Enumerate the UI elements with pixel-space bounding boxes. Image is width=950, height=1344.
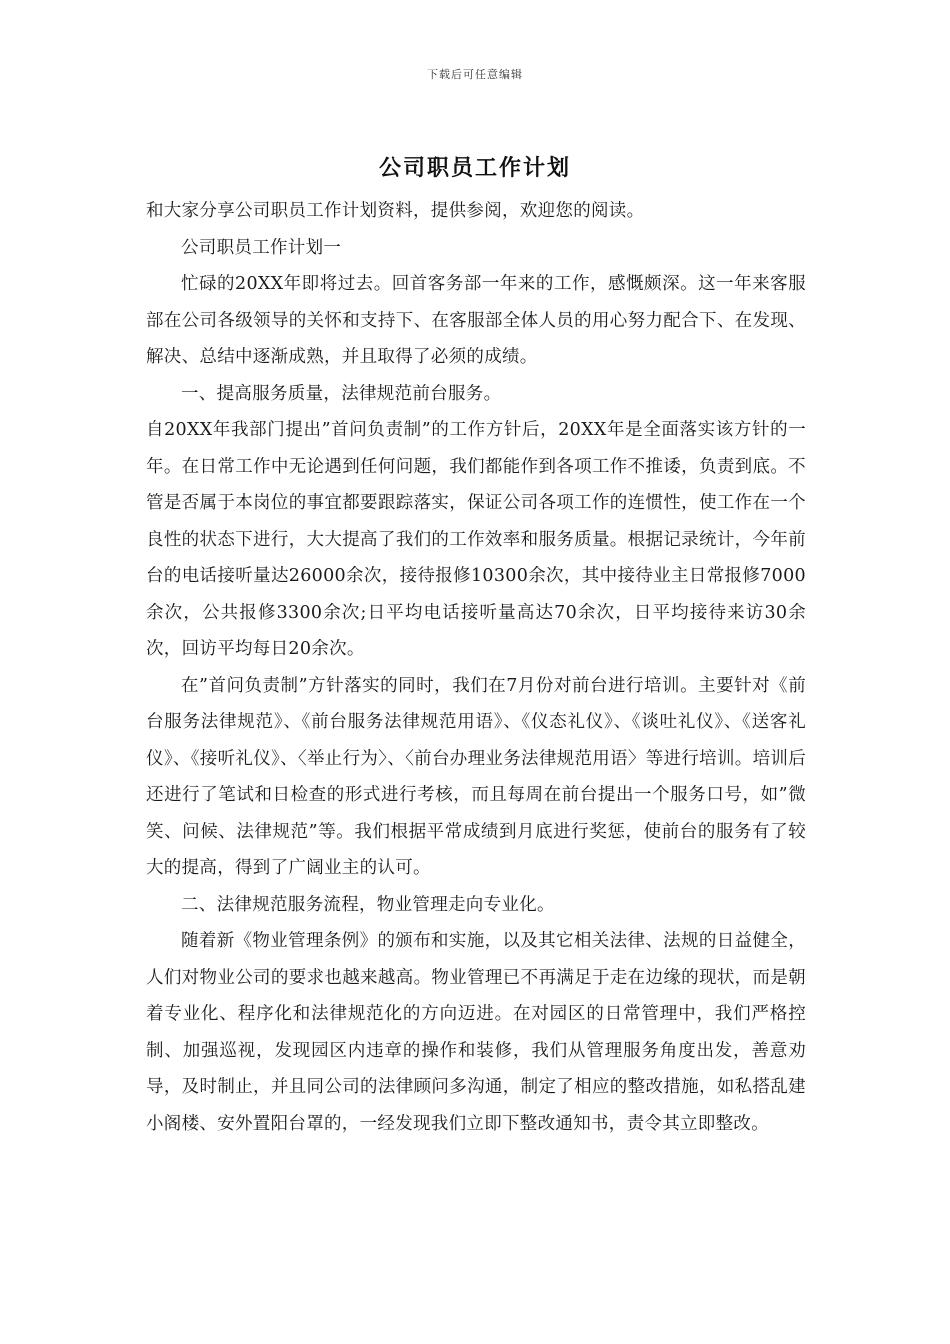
section-heading-1: 一、提高服务质量，法律规范前台服务。: [181, 383, 502, 404]
document-title: 公司职员工作计划: [378, 155, 571, 181]
paragraph-plan-heading: 公司职员工作计划一: [181, 237, 342, 258]
paragraph-training: 在”首问负责制”方针落实的同时，我们在7月份对前台进行培训。主要针对《前台服务法律规范》、《前台服务法律规范用语》、《仪态礼仪》、《谈吐礼仪》、《送客礼仪》、《接听礼仪》、〈举止行为〉、〈前台办理业务法律规范用语〉等进行培训。培训后还进行了笔试和日检查的形式进行考核，而且每周在前台提出一个服务口号，如”微笑、问候、法律规范”等。我们根据平常成绩到月底进行奖惩，使前台的服务有了较大的提高，得到了广阔业主的认可。: [146, 675, 806, 878]
paragraph-review: 忙碌的20XX年即将过去。回首客务部一年来的工作，感慨颇深。这一年来客服部在公司各级领导的关怀和支持下、在客服部全体人员的用心努力配合下、在发现、解决、总结中逐渐成熟，并且取得了必须的成绩。: [146, 274, 806, 367]
section-heading-2: 二、法律规范服务流程，物业管理走向专业化。: [181, 894, 555, 915]
header-note: 下载后可任意编辑: [427, 68, 523, 81]
document-body: [146, 193, 806, 1142]
paragraph-intro: 和大家分享公司职员工作计划资料，提供参阅，欢迎您的阅读。: [146, 201, 645, 221]
paragraph-regulation: 随着新《物业管理条例》的颁布和实施，以及其它相关法律、法规的日益健全，人们对物业公司的要求也越来越高。物业管理已不再满足于走在边缘的现状，而是朝着专业化、程序化和法律规范化的方向迈进。在对园区的日常管理中，我们严格控制、加强巡视，发现园区内违章的操作和装修，我们从管理服务角度出发，善意劝导，及时制止，并且同公司的法律顾问多沟通，制定了相应的整改措施，如私搭乱建小阁楼、安外置阳台罩的，一经发现我们立即下整改通知书，责令其立即整改。: [146, 931, 806, 1134]
paragraph-first-inquiry: 自20XX年我部门提出”首问负责制”的工作方针后，20XX年是全面落实该方针的一年。在日常工作中无论遇到任何问题，我们都能作到各项工作不推诿，负责到底。不管是否属于本岗位的事宜都要跟踪落实，保证公司各项工作的连惯性，使工作在一个良性的状态下进行，大大提高了我们的工作效率和服务质量。根据记录统计，今年前台的电话接听量达26000余次，接待报修10300余次，其中接待业主日常报修7000余次，公共报修3300余次;日平均电话接听量高达70余次，日平均接待来访30余次，回访平均每日20余次。: [146, 420, 806, 659]
